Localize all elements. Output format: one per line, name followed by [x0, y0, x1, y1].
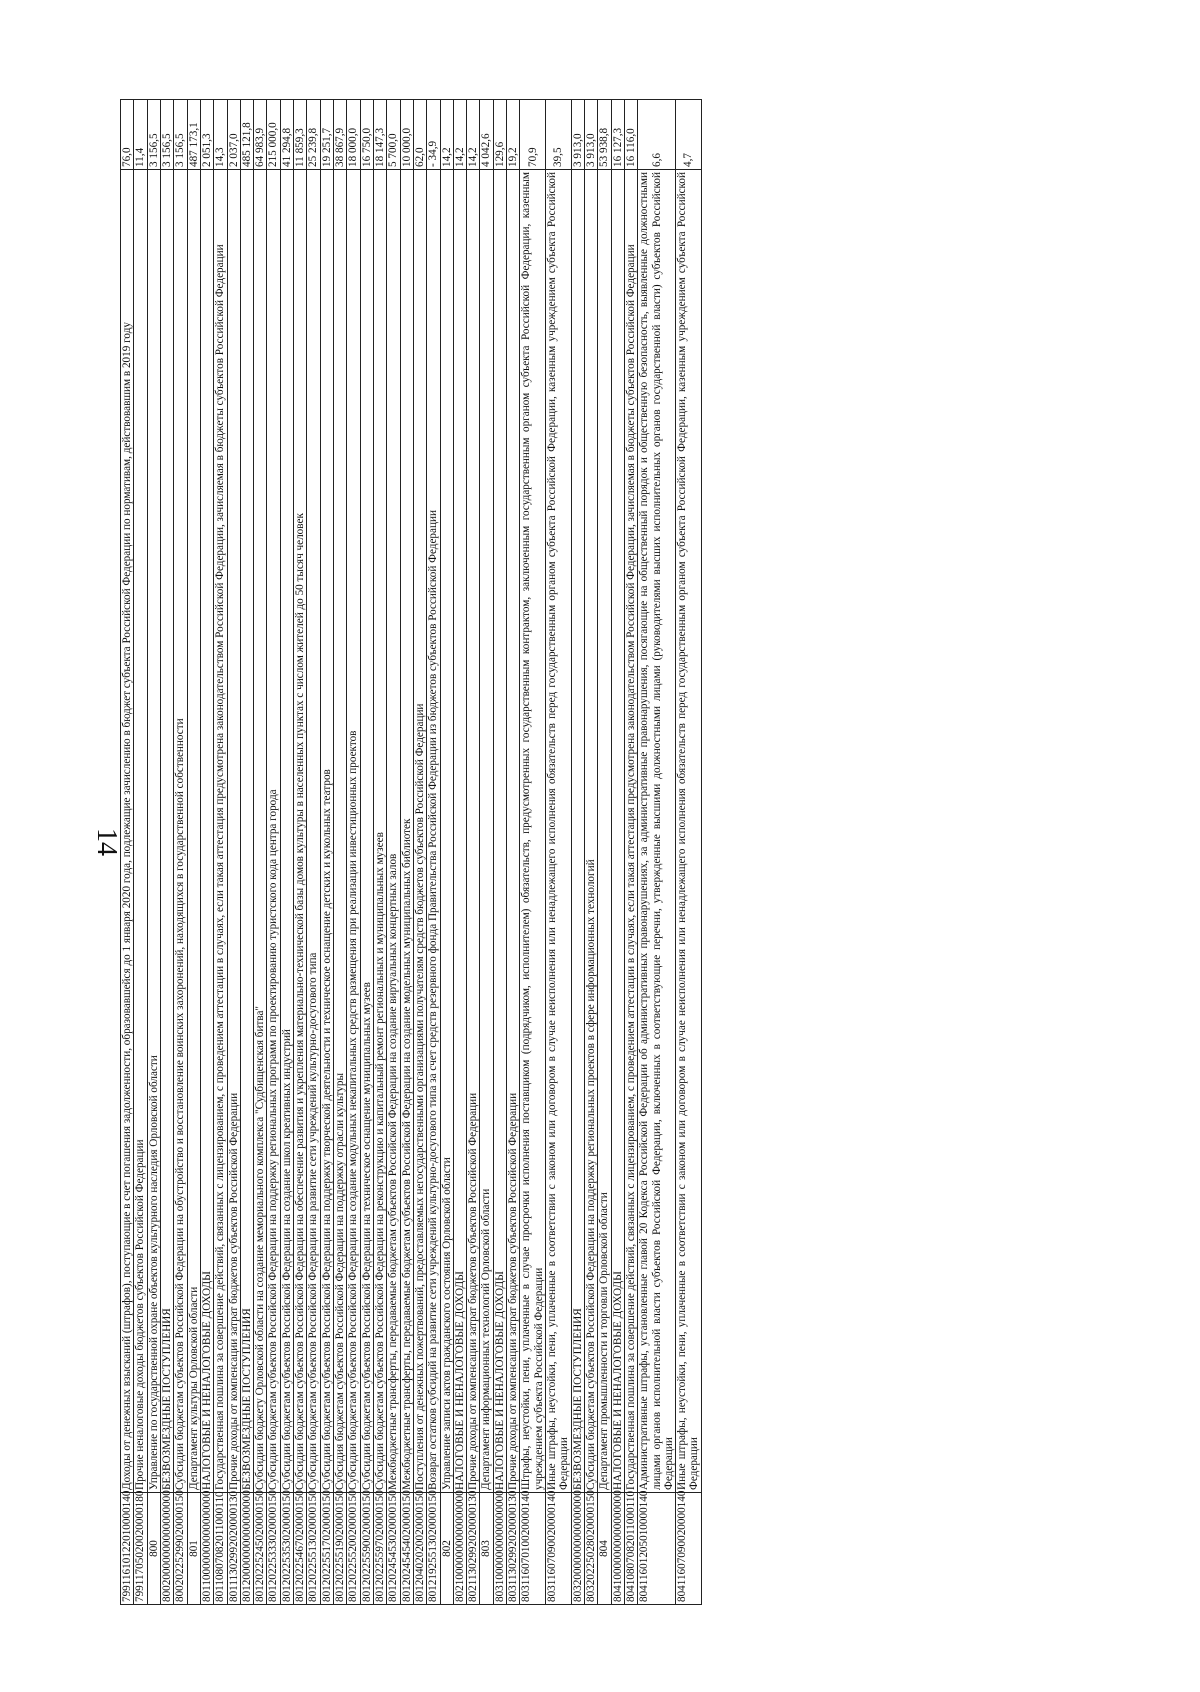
income-name-cell: Возврат остатков субсидий на развитие сети учреждений культурно-досугового типа за счет средств резервного фонда Правительства Российской Федерации из бюджетов субъектов Российской Федерации: [427, 170, 440, 1493]
income-name-cell: Субсидии бюджетам субъектов Российской Федерации на поддержку творческой деятельности и техническое оснащение детских и кукольных театров: [320, 170, 333, 1493]
income-code-cell: 80120225590020000150: [360, 1493, 373, 1605]
income-code-cell: 80120402020020000150: [413, 1493, 426, 1605]
income-code-cell: 80020000000000000000: [160, 1493, 173, 1605]
income-code-cell: 80120000000000000000: [240, 1493, 253, 1605]
table-row: [267, 100, 280, 1605]
table-row: [347, 100, 360, 1605]
amount-cell: 70,9: [520, 100, 546, 170]
income-code-cell: 801: [187, 1493, 200, 1605]
amount-cell: 5 700,0: [387, 100, 400, 170]
income-code-cell: 80120225467020000150: [294, 1493, 307, 1605]
amount-cell: 41 294,8: [280, 100, 293, 170]
income-name-cell: Иные штрафы, неустойки, пени, уплаченные в соответствии с законом или договором в случае неисполнения или ненадлежащего исполнения обязательств перед государственным органом субъекта Российской Федерации, казенным учреждением субъекта Российской Федерации: [546, 170, 572, 1493]
income-code-cell: 803: [480, 1493, 493, 1605]
table-row: [467, 100, 480, 1605]
amount-cell: - 34,9: [427, 100, 440, 170]
table-row: [611, 100, 624, 1605]
income-name-cell: Субсидии бюджету Орловской области на создание мемориального комплекса "Судбищенская битва": [254, 170, 267, 1493]
table-row: [413, 100, 426, 1605]
income-code-cell: 80411607090020000140: [676, 1493, 702, 1605]
amount-cell: 53 938,8: [598, 100, 611, 170]
income-code-cell: 80120225597020000150: [373, 1493, 386, 1605]
income-name-cell: БЕЗВОЗМЕЗДНЫЕ ПОСТУПЛЕНИЯ: [160, 170, 173, 1493]
amount-cell: 19 251,7: [320, 100, 333, 170]
amount-cell: 10 000,0: [400, 100, 413, 170]
income-code-cell: 80311607010020000140: [520, 1493, 546, 1605]
income-code-cell: 80120225333020000150: [267, 1493, 280, 1605]
income-name-cell: Субсидии бюджетам субъектов Российской Федерации на техническое оснащение муниципальных музеев: [360, 170, 373, 1493]
amount-cell: 4,7: [676, 100, 702, 170]
income-name-cell: Управление записи актов гражданского состояния Орловской области: [440, 170, 453, 1493]
table-row: [280, 100, 293, 1605]
income-name-cell: НАЛОГОВЫЕ И НЕНАЛОГОВЫЕ ДОХОДЫ: [200, 170, 213, 1493]
income-code-cell: 80311607090020000140: [546, 1493, 572, 1605]
amount-cell: 11,4: [134, 100, 147, 170]
table-row: [200, 100, 213, 1605]
amount-cell: 18 000,0: [347, 100, 360, 170]
table-row: [320, 100, 333, 1605]
amount-cell: 19,2: [507, 100, 520, 170]
amount-cell: 4 042,6: [480, 100, 493, 170]
income-name-cell: НАЛОГОВЫЕ И НЕНАЛОГОВЫЕ ДОХОДЫ: [453, 170, 466, 1493]
table-row: [214, 100, 227, 1605]
income-code-cell: 80111302992020000130: [227, 1493, 240, 1605]
income-name-cell: Административные штрафы, установленные главой 20 Кодекса Российской Федерации об административных правонарушениях, за административные правонарушения, посягающие на общественный порядок и общественную безопасность, выявленные должностными лицами органов исполнительной власти субъектов Российской Федерации, включенных в соответствующие перечни, утвержденные высшими должностными лицами (руководителями высших исполнительных органов государственной власти) субъектов Российской Федерации: [638, 170, 676, 1493]
income-code-cell: 80120225513020000150: [307, 1493, 320, 1605]
income-name-cell: Штрафы, неустойки, пени, уплаченные в случае просрочки исполнения поставщиком (подрядчиком, исполнителем) обязательств, предусмотренных государственным контрактом, заключенным государственным органом субъекта Российской Федерации, казенным учреждением субъекта Российской Федерации: [520, 170, 546, 1493]
table-row: [453, 100, 466, 1605]
amount-cell: 485 121,8: [240, 100, 253, 170]
amount-cell: 487 173,1: [187, 100, 200, 170]
table-row: [493, 100, 506, 1605]
amount-cell: 16 127,3: [611, 100, 624, 170]
income-name-cell: Прочие доходы от компенсации затрат бюджетов субъектов Российской Федерации: [507, 170, 520, 1493]
rotated-table-container: [120, 100, 1070, 1605]
income-name-cell: Прочие доходы от компенсации затрат бюджетов субъектов Российской Федерации: [227, 170, 240, 1493]
table-row: [571, 100, 584, 1605]
table-row: [373, 100, 386, 1605]
income-code-cell: 80310000000000000000: [493, 1493, 506, 1605]
table-row: [598, 100, 611, 1605]
income-code-cell: 80210000000000000000: [453, 1493, 466, 1605]
amount-cell: 14,2: [440, 100, 453, 170]
table-row: [520, 100, 546, 1605]
income-name-cell: Доходы от денежных взысканий (штрафов), поступающие в счет погашения задолженности, образовавшейся до 1 января 2020 года, подлежащие зачислению в бюджет субъекта Российской Федерации по нормативам, действовавшим в 2019 году: [121, 170, 134, 1493]
income-name-cell: Прочие неналоговые доходы бюджетов субъектов Российской Федерации: [134, 170, 147, 1493]
table-row: [227, 100, 240, 1605]
amount-cell: 25 239,8: [307, 100, 320, 170]
amount-cell: 14,3: [214, 100, 227, 170]
table-body: [121, 100, 702, 1605]
income-name-cell: Поступления от денежных пожертвований, предоставляемых негосударственными организациями получателям средств бюджетов субъектов Российской Федерации: [413, 170, 426, 1493]
income-code-cell: 80211302992020000130: [467, 1493, 480, 1605]
table-row: [240, 100, 253, 1605]
income-name-cell: Иные штрафы, неустойки, пени, уплаченные в соответствии с законом или договором в случае неисполнения или ненадлежащего исполнения обязательств перед государственным органом субъекта Российской Федерации, казенным учреждением субъекта Российской Федерации: [676, 170, 702, 1493]
amount-cell: 14,2: [467, 100, 480, 170]
income-name-cell: Департамент информационных технологий Орловской области: [480, 170, 493, 1493]
income-code-cell: 80120225517020000150: [320, 1493, 333, 1605]
income-name-cell: Субсидии бюджетам субъектов Российской Федерации на поддержку региональных проектов в сфере информационных технологий: [584, 170, 597, 1493]
page-number: 14: [91, 828, 122, 856]
table-row: [121, 100, 134, 1605]
income-name-cell: Межбюджетные трансферты, передаваемые бюджетам субъектов Российской Федерации на создание виртуальных концертных залов: [387, 170, 400, 1493]
income-name-cell: Субсидии бюджетам субъектов Российской Федерации на создание школ креативных индустрий: [280, 170, 293, 1493]
income-code-cell: 80411601205010000140: [638, 1493, 676, 1605]
income-code-cell: 80020225299020000150: [174, 1493, 187, 1605]
income-name-cell: Департамент культуры Орловской области: [187, 170, 200, 1493]
income-name-cell: Субсидии бюджетам субъектов Российской Федерации на создание модульных некапитальных средств размещения при реализации инвестиционных проектов: [347, 170, 360, 1493]
income-code-cell: 80311302992020000130: [507, 1493, 520, 1605]
income-code-cell: 802: [440, 1493, 453, 1605]
income-name-cell: Государственная пошлина за совершение действий, связанных с лицензированием, с проведением аттестации в случаях, если такая аттестация предусмотрена законодательством Российской Федерации, зачисляемая в бюджеты субъектов Российской Федерации: [214, 170, 227, 1493]
amount-cell: 6,6: [638, 100, 676, 170]
amount-cell: 16 116,0: [624, 100, 637, 170]
income-name-cell: НАЛОГОВЫЕ И НЕНАЛОГОВЫЕ ДОХОДЫ: [611, 170, 624, 1493]
income-code-cell: 80120225520020000150: [347, 1493, 360, 1605]
table-row: [187, 100, 200, 1605]
table-row: [624, 100, 637, 1605]
income-code-cell: 80410000000000000000: [611, 1493, 624, 1605]
table-row: [480, 100, 493, 1605]
income-code-cell: 80120245453020000150: [387, 1493, 400, 1605]
amount-cell: 3 156,5: [147, 100, 160, 170]
table-row: [676, 100, 702, 1605]
amount-cell: 62,0: [413, 100, 426, 170]
amount-cell: 129,6: [493, 100, 506, 170]
income-name-cell: БЕЗВОЗМЕЗДНЫЕ ПОСТУПЛЕНИЯ: [571, 170, 584, 1493]
table-row: [387, 100, 400, 1605]
income-code-cell: 80410807082011000110: [624, 1493, 637, 1605]
income-code-cell: 80110000000000000000: [200, 1493, 213, 1605]
income-code-cell: 80110807082011000110: [214, 1493, 227, 1605]
table-row: [334, 100, 347, 1605]
income-name-cell: Прочие доходы от компенсации затрат бюджетов субъектов Российской Федерации: [467, 170, 480, 1493]
amount-cell: 3 156,5: [174, 100, 187, 170]
income-name-cell: Субсидии бюджетам субъектов Российской Федерации на обустройство и восстановление воинских захоронений, находящихся в государственной собственности: [174, 170, 187, 1493]
income-code-cell: 804: [598, 1493, 611, 1605]
table-row: [134, 100, 147, 1605]
table-row: [174, 100, 187, 1605]
table-row: [638, 100, 676, 1605]
amount-cell: 39,5: [546, 100, 572, 170]
income-code-cell: 80120225245020000150: [254, 1493, 267, 1605]
table-row: [584, 100, 597, 1605]
income-code-cell: 80320225028020000150: [584, 1493, 597, 1605]
table-row: [294, 100, 307, 1605]
table-row: [546, 100, 572, 1605]
table-row: [427, 100, 440, 1605]
amount-cell: 2 037,0: [227, 100, 240, 170]
amount-cell: 3 156,5: [160, 100, 173, 170]
table-row: [507, 100, 520, 1605]
amount-cell: 3 913,0: [584, 100, 597, 170]
income-code-cell: 80120225353020000150: [280, 1493, 293, 1605]
amount-cell: 215 000,0: [267, 100, 280, 170]
amount-cell: 38 867,9: [334, 100, 347, 170]
table-row: [440, 100, 453, 1605]
income-name-cell: Субсидии бюджетам субъектов Российской Федерации на развитие сети учреждений культурно-досугового типа: [307, 170, 320, 1493]
amount-cell: 14,2: [453, 100, 466, 170]
amount-cell: 64 983,9: [254, 100, 267, 170]
budget-revenue-table: [120, 99, 702, 1605]
amount-cell: 16 750,0: [360, 100, 373, 170]
income-name-cell: Субсидии бюджетам субъектов Российской Федерации на обеспечение развития и укрепления материально-технической базы домов культуры в населенных пунктах с числом жителей до 50 тысяч человек: [294, 170, 307, 1493]
income-name-cell: Субсидия бюджетам субъектов Российской Федерации на поддержку отрасли культуры: [334, 170, 347, 1493]
table-row: [360, 100, 373, 1605]
income-name-cell: БЕЗВОЗМЕЗДНЫЕ ПОСТУПЛЕНИЯ: [240, 170, 253, 1493]
amount-cell: 76,0: [121, 100, 134, 170]
income-code-cell: 79911705020020000180: [134, 1493, 147, 1605]
income-name-cell: Государственная пошлина за совершение действий, связанных с лицензированием, с проведением аттестации в случаях, если такая аттестация предусмотрена законодательством Российской Федерации, зачисляемая в бюджеты субъектов Российской Федерации: [624, 170, 637, 1493]
income-name-cell: Управление по государственной охране объектов культурного наследия Орловской области: [147, 170, 160, 1493]
income-code-cell: 80120225519020000150: [334, 1493, 347, 1605]
table-row: [400, 100, 413, 1605]
table-row: [307, 100, 320, 1605]
amount-cell: 18 147,3: [373, 100, 386, 170]
income-name-cell: НАЛОГОВЫЕ И НЕНАЛОГОВЫЕ ДОХОДЫ: [493, 170, 506, 1493]
amount-cell: 3 913,0: [571, 100, 584, 170]
amount-cell: 2 051,3: [200, 100, 213, 170]
income-code-cell: 80120245454020000150: [400, 1493, 413, 1605]
table-row: [147, 100, 160, 1605]
income-name-cell: Субсидии бюджетам субъектов Российской Федерации на поддержку региональных программ по проектированию туристского кода центра города: [267, 170, 280, 1493]
income-name-cell: Департамент промышленности и торговли Орловской области: [598, 170, 611, 1493]
income-name-cell: Межбюджетные трансферты, передаваемые бюджетам субъектов Российской Федерации на создание модельных муниципальных библиотек: [400, 170, 413, 1493]
income-name-cell: Субсидии бюджетам субъектов Российской Федерации на реконструкцию и капитальный ремонт региональных и муниципальных музеев: [373, 170, 386, 1493]
amount-cell: 11 859,3: [294, 100, 307, 170]
income-code-cell: 80320000000000000000: [571, 1493, 584, 1605]
income-code-cell: 800: [147, 1493, 160, 1605]
income-code-cell: 80121925513020000150: [427, 1493, 440, 1605]
table-row: [254, 100, 267, 1605]
income-code-cell: 79911610122010000140: [121, 1493, 134, 1605]
table-row: [160, 100, 173, 1605]
